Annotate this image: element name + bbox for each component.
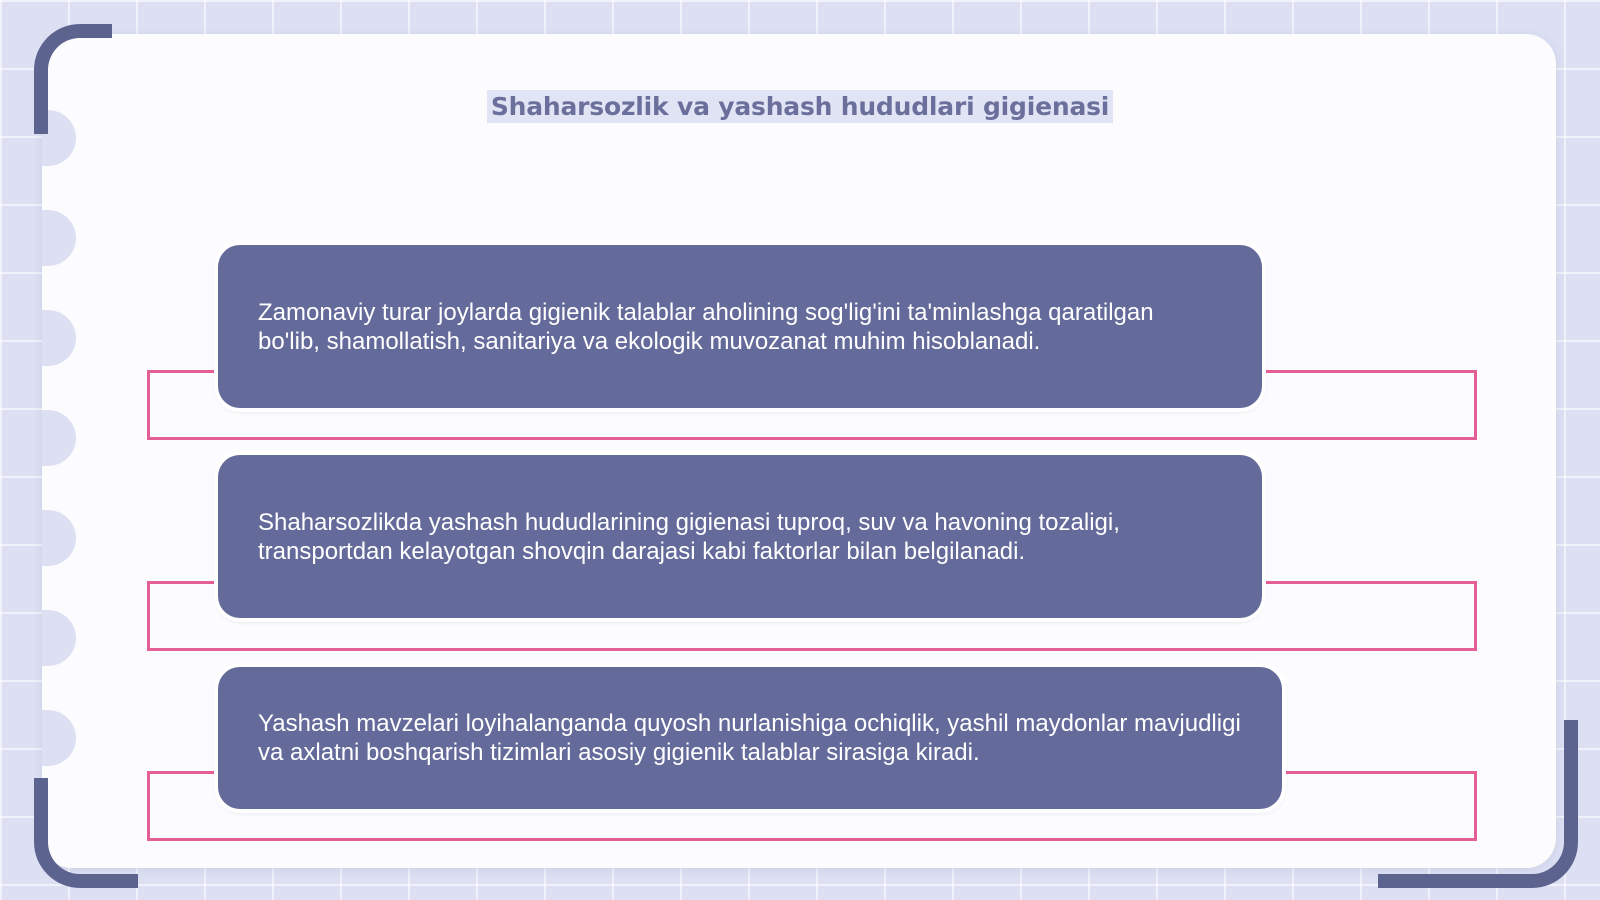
- info-card: [218, 667, 1282, 809]
- corner-bracket-bottom-left: [34, 778, 138, 888]
- info-card-text: Zamonaviy turar joylarda gigienik talablar aholining sog'lig'ini ta'minlashga qaratilgan bo'lib, shamollatish, sanitariya va ekologik muvozanat muhim hisoblanadi.: [258, 298, 1154, 355]
- info-card-text: Shaharsozlikda yashash hududlarining gigienasi tuproq, suv va havoning tozaligi, transportdan kelayotgan shovqin darajasi kabi faktorlar bilan belgilanadi.: [258, 508, 1120, 565]
- info-card: [218, 245, 1262, 408]
- slide-title-text: Shaharsozlik va yashash hududlari gigienasi: [487, 90, 1113, 123]
- slide-title: [0, 92, 1600, 121]
- info-card-text: Yashash mavzelari loyihalanganda quyosh nurlanishiga ochiqlik, yashil maydonlar mavjudligi va axlatni boshqarish tizimlari asosiy gigienik talablar sirasiga kiradi.: [258, 710, 1241, 766]
- info-card: [218, 455, 1262, 618]
